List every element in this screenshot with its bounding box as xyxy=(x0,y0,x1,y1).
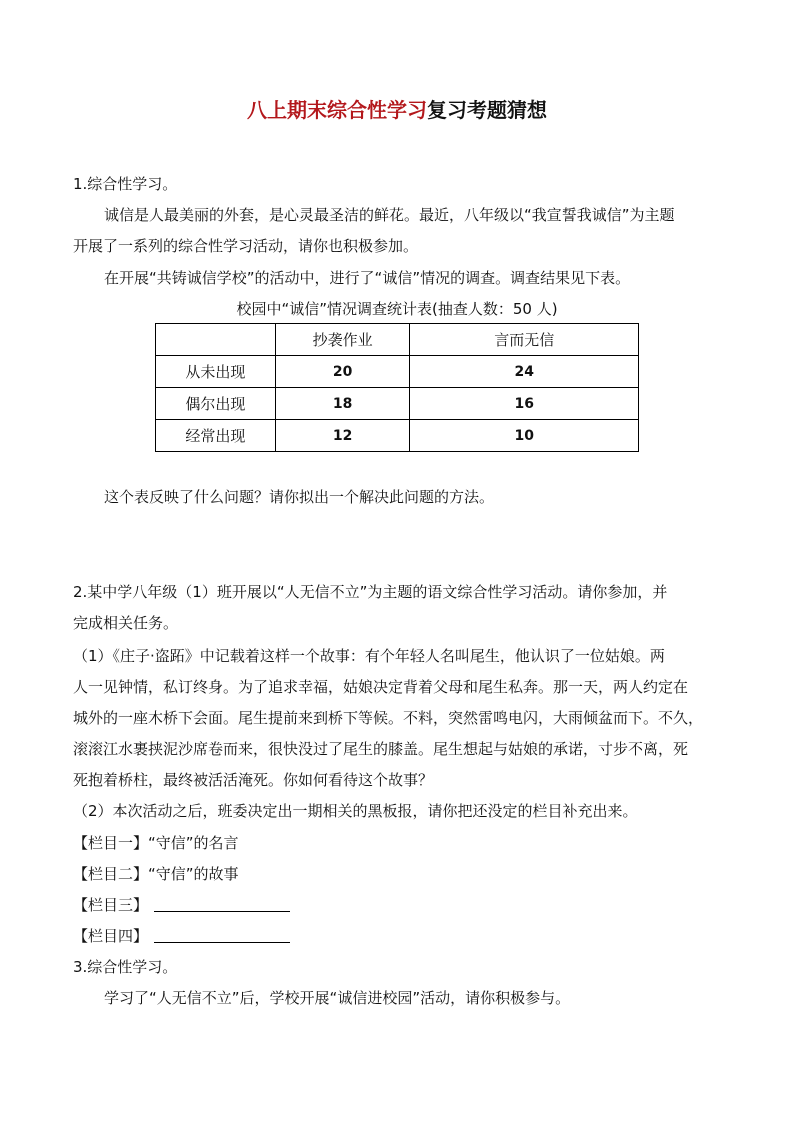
q3-paragraph-1: 学习了“人无信不立”后，学校开展“诚信进校园”活动，请你积极参与。 xyxy=(104,989,571,1007)
column-3-label: 【栏目三】 xyxy=(73,896,149,914)
survey-table xyxy=(155,323,639,452)
table-cell: 24 xyxy=(410,356,639,388)
q1-heading: 1.综合性学习。 xyxy=(73,175,178,193)
table-header-cell: 抄袭作业 xyxy=(275,324,410,356)
column-2: 【栏目二】“守信”的故事 xyxy=(73,865,239,883)
table-row xyxy=(156,356,639,388)
answer-blank[interactable] xyxy=(154,895,290,912)
title-rest: 复习考题猜想 xyxy=(427,98,547,122)
q2-line-6: 滚滚江水裹挟泥沙席卷而来，很快没过了尾生的膝盖。尾生想起与姑娘的承诺，寸步不离，死 xyxy=(73,740,689,758)
table-cell: 16 xyxy=(410,388,639,420)
row-label: 偶尔出现 xyxy=(156,388,276,420)
q2-line-1: 2.某中学八年级（1）班开展以“人无信不立”为主题的语文综合性学习活动。请你参加，并 xyxy=(73,583,668,601)
row-label: 从未出现 xyxy=(156,356,276,388)
table-cell: 18 xyxy=(275,388,410,420)
column-3 xyxy=(73,895,290,915)
q2-line-4: 人一见钟情，私订终身。为了追求幸福，姑娘决定背着父母和尾生私奔。那一天，两人约定在 xyxy=(73,678,689,696)
q2-line-2: 完成相关任务。 xyxy=(73,614,179,632)
q3-heading: 3.综合性学习。 xyxy=(73,958,178,976)
column-4 xyxy=(73,926,290,946)
q2-line-5: 城外的一座木桥下会面。尾生提前来到桥下等候。不料，突然雷鸣电闪，大雨倾盆而下。不久， xyxy=(73,709,704,727)
table-row xyxy=(156,420,639,452)
q1-paragraph-2: 在开展“共铸诚信学校”的活动中，进行了“诚信”情况的调查。调查结果见下表。 xyxy=(104,269,631,287)
row-label: 经常出现 xyxy=(156,420,276,452)
table-header-cell xyxy=(156,324,276,356)
q2-line-7: 死抱着桥柱，最终被活活淹死。你如何看待这个故事？ xyxy=(73,771,434,789)
title-highlight: 八上期末综合性学习 xyxy=(247,98,427,122)
table-row xyxy=(156,388,639,420)
table-cell: 12 xyxy=(275,420,410,452)
table-caption: 校园中“诚信”情况调查统计表(抽查人数：50 人) xyxy=(236,300,558,318)
table-header-row xyxy=(156,324,639,356)
q1-question: 这个表反映了什么问题？请你拟出一个解决此问题的方法。 xyxy=(104,488,495,506)
q2-line-3: （1）《庄子·盗跖》中记载着这样一个故事：有个年轻人名叫尾生，他认识了一位姑娘。两 xyxy=(73,647,665,665)
q2-line-8: （2）本次活动之后，班委决定出一期相关的黑板报，请你把还没定的栏目补充出来。 xyxy=(73,802,638,820)
q1-paragraph-1b: 开展了一系列的综合性学习活动，请你也积极参加。 xyxy=(73,237,419,255)
column-4-label: 【栏目四】 xyxy=(73,927,149,945)
q1-paragraph-1a: 诚信是人最美丽的外套，是心灵最圣洁的鲜花。最近，八年级以“我宣誓我诚信”为主题 xyxy=(104,206,675,224)
document-title xyxy=(0,96,794,124)
answer-blank[interactable] xyxy=(154,926,290,943)
table-cell: 20 xyxy=(275,356,410,388)
table-cell: 10 xyxy=(410,420,639,452)
table-header-cell: 言而无信 xyxy=(410,324,639,356)
column-1: 【栏目一】“守信”的名言 xyxy=(73,834,239,852)
